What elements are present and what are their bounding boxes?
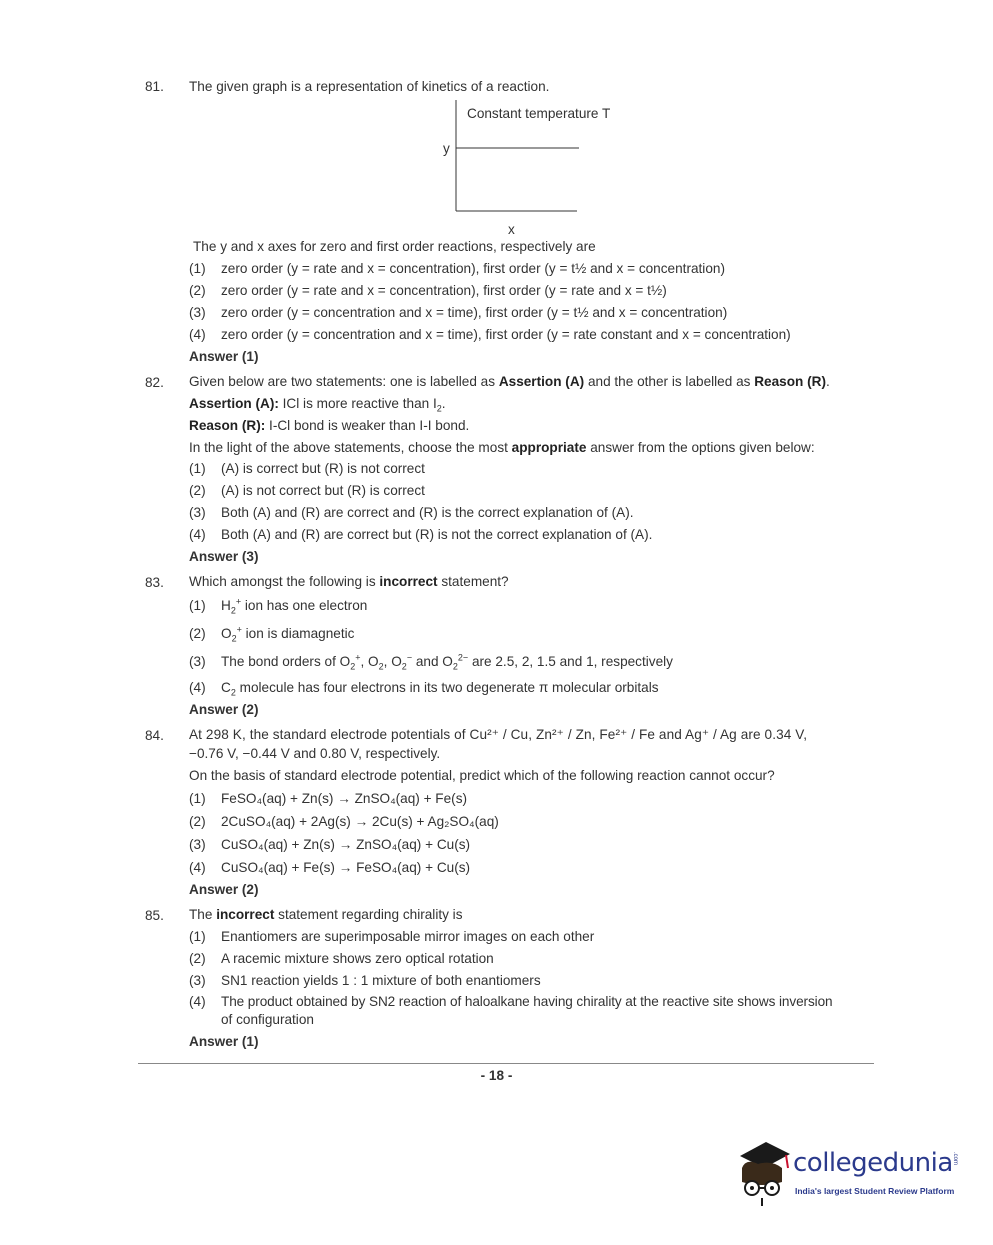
q82-assertion: Assertion (A): ICl is more reactive than $I_2$.: [189, 396, 446, 414]
footer-divider: [138, 1063, 874, 1064]
q81-opt2: zero order (y = rate and x = concentration), first order (y = rate and x = t½): [221, 283, 667, 298]
q85-opt1: Enantiomers are superimposable mirror images on each other: [221, 929, 595, 944]
q84-opt3-num: (3): [189, 837, 206, 852]
q82-opt2-num: (2): [189, 483, 206, 498]
graph-x-label: x: [508, 222, 515, 237]
q81-opt3-num: (3): [189, 305, 206, 320]
q85-opt2-num: (2): [189, 951, 206, 966]
q82-opt1: (A) is correct but (R) is not correct: [221, 461, 425, 476]
q82-instruction: In the light of the above statements, choose the most appropriate answer from the options given below:: [189, 440, 815, 455]
q84-line3: On the basis of standard electrode potential, predict which of the following reaction cannot occur?: [189, 768, 775, 783]
q83-opt3: The bond orders of $O_2^+$, $O_2$, $O_2^-$ and $O_2^{2-}$ are 2.5, 2, 1.5 and 1, respectively: [221, 652, 673, 672]
q84-opt1-num: (1): [189, 791, 206, 806]
q82-opt4: Both (A) and (R) are correct but (R) is not the correct explanation of (A).: [221, 527, 653, 542]
q82-opt1-num: (1): [189, 461, 206, 476]
q82-opt3: Both (A) and (R) are correct and (R) is the correct explanation of (A).: [221, 505, 634, 520]
q83-opt4: $C_2$ molecule has four electrons in its two degenerate π molecular orbitals: [221, 680, 659, 698]
q85-opt4: The product obtained by SN2 reaction of haloalkane having chirality at the reactive site shows inversion: [221, 994, 833, 1009]
graph-title: Constant temperature T: [467, 106, 611, 121]
q85-opt4-cont: of configuration: [221, 1012, 314, 1027]
mascot-icon: [732, 1138, 794, 1208]
brand-name: collegedunia: [793, 1148, 953, 1178]
q81-opt1: zero order (y = rate and x = concentration), first order (y = t½ and x = concentration): [221, 261, 725, 276]
q81-opt3: zero order (y = concentration and x = time), first order (y = t½ and x = concentration): [221, 305, 728, 320]
q84-opt4-num: (4): [189, 860, 206, 875]
q81-stem: The y and x axes for zero and first order reactions, respectively are: [193, 239, 596, 254]
q82-opt3-num: (3): [189, 505, 206, 520]
q83-opt2-num: (2): [189, 626, 206, 641]
q81-number: 81.: [145, 79, 164, 94]
q85-number: 85.: [145, 908, 164, 923]
q83-opt3-num: (3): [189, 654, 206, 669]
q85-opt4-num: (4): [189, 994, 206, 1009]
q82-reason: Reason (R): I-Cl bond is weaker than I-I bond.: [189, 418, 470, 433]
brand-suffix: .com: [952, 1152, 958, 1166]
q85-question: The incorrect statement regarding chirality is: [189, 907, 463, 922]
q81-question: The given graph is a representation of kinetics of a reaction.: [189, 79, 550, 94]
q84-opt2-num: (2): [189, 814, 206, 829]
q82-answer: Answer (3): [189, 549, 259, 564]
q84-opt3: CuSO₄(aq) + Zn(s) → ZnSO₄(aq) + Cu(s): [221, 837, 471, 852]
q85-opt2: A racemic mixture shows zero optical rotation: [221, 951, 494, 966]
q81-answer: Answer (1): [189, 349, 259, 364]
q84-line1: At 298 K, the standard electrode potentials of Cu²⁺ / Cu, Zn²⁺ / Zn, Fe²⁺ / Fe and Ag⁺ / Ag are 0.34 V,: [189, 727, 808, 742]
q83-answer: Answer (2): [189, 702, 259, 717]
q82-opt4-num: (4): [189, 527, 206, 542]
q83-opt1-num: (1): [189, 598, 206, 613]
q85-opt1-num: (1): [189, 929, 206, 944]
q84-opt2: 2CuSO₄(aq) + 2Ag(s) → 2Cu(s) + Ag₂SO₄(aq): [221, 814, 499, 829]
q84-opt4: CuSO₄(aq) + Fe(s) → FeSO₄(aq) + Cu(s): [221, 860, 471, 875]
q83-number: 83.: [145, 575, 164, 590]
graph-y-label: y: [443, 141, 450, 156]
q84-number: 84.: [145, 728, 164, 743]
q82-intro: Given below are two statements: one is labelled as Assertion (A) and the other is labelled as Reason (R).: [189, 374, 830, 389]
q82-number: 82.: [145, 375, 164, 390]
q82-opt2: (A) is not correct but (R) is correct: [221, 483, 425, 498]
q81-opt1-num: (1): [189, 261, 206, 276]
page-number: - 18 -: [480, 1068, 513, 1083]
q84-line2: −0.76 V, −0.44 V and 0.80 V, respectively.: [189, 746, 441, 761]
q84-answer: Answer (2): [189, 882, 259, 897]
q83-opt1: $H_2^+$ ion has one electron: [221, 596, 368, 616]
q85-answer: Answer (1): [189, 1034, 259, 1049]
q85-opt3-num: (3): [189, 973, 206, 988]
q81-opt4-num: (4): [189, 327, 206, 342]
q84-opt1: FeSO₄(aq) + Zn(s) → ZnSO₄(aq) + Fe(s): [221, 791, 468, 806]
q81-opt2-num: (2): [189, 283, 206, 298]
q83-opt4-num: (4): [189, 680, 206, 695]
q83-question: Which amongst the following is incorrect statement?: [189, 574, 509, 589]
q85-opt3: SN1 reaction yields 1 : 1 mixture of both enantiomers: [221, 973, 541, 988]
brand-tagline: India's largest Student Review Platform: [795, 1186, 955, 1196]
q81-opt4: zero order (y = concentration and x = time), first order (y = rate constant and x = concentration): [221, 327, 791, 342]
q83-opt2: $O_2^+$ ion is diamagnetic: [221, 624, 355, 644]
